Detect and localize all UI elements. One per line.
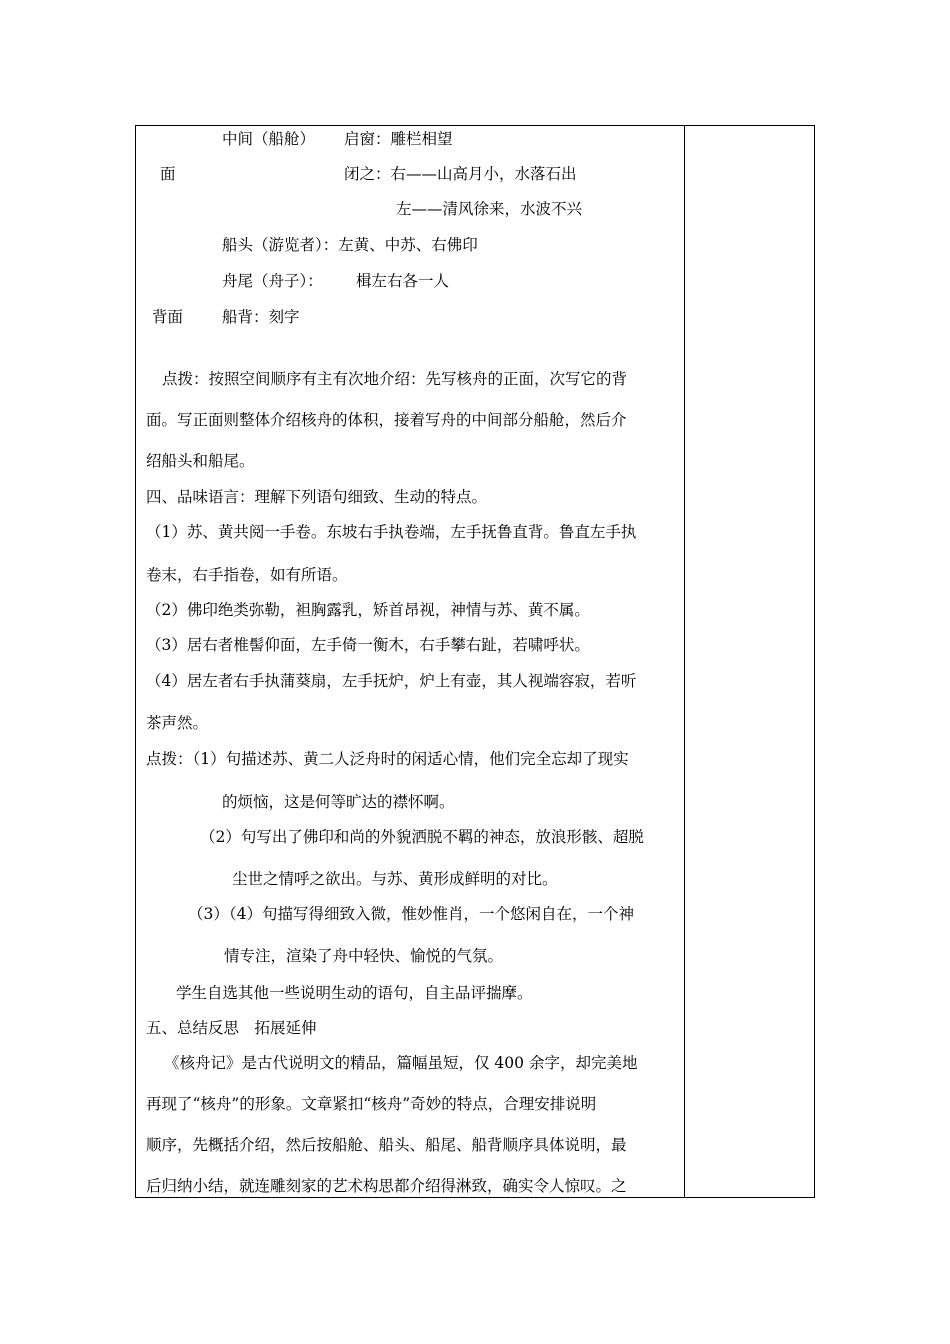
text-line: 中间（船舱） bbox=[222, 130, 316, 148]
text-line: 船背：刻字 bbox=[222, 308, 300, 326]
text-line: 启窗：雕栏相望 bbox=[344, 130, 453, 148]
text-line: 四、品味语言：理解下列语句细致、生动的特点。 bbox=[146, 488, 488, 506]
text-line: 楫左右各一人 bbox=[356, 272, 450, 290]
text-line: （2）句写出了佛印和尚的外貌洒脱不羁的神态，放浪形骸、超脱 bbox=[200, 828, 644, 846]
text-line: 船头（游览者）：左黄、中苏、右佛印 bbox=[222, 236, 478, 254]
text-line: 闭之：右——山高月小，水落石出 bbox=[344, 165, 577, 183]
text-line: （3）（4）句描写得细致入微，惟妙惟肖，一个悠闲自在，一个神 bbox=[188, 905, 634, 923]
text-line: 《核舟记》是古代说明文的精品，篇幅虽短，仅 400 余字，却完美地 bbox=[164, 1054, 638, 1072]
text-line: 面 bbox=[160, 165, 176, 183]
text-line: 绍船头和船尾。 bbox=[146, 452, 255, 470]
text-line: 卷末，右手指卷，如有所语。 bbox=[146, 566, 348, 584]
text-line: 顺序，先概括介绍，然后按船舱、船头、船尾、船背顺序具体说明，最 bbox=[146, 1136, 627, 1154]
text-line: （3）居右者椎髻仰面，左手倚一衡木，右手攀右趾，若啸呼状。 bbox=[146, 636, 590, 654]
text-line: 学生自选其他一些说明生动的语句，自主品评揣摩。 bbox=[176, 984, 533, 1002]
text-line: 后归纳小结，就连雕刻家的艺术构思都介绍得淋致，确实令人惊叹。之 bbox=[146, 1177, 627, 1195]
text-line: （4）居左者右手执蒲葵扇，左手抚炉，炉上有壶，其人视端容寂，若听 bbox=[146, 672, 637, 690]
text-line: 面。写正面则整体介绍核舟的体积，接着写舟的中间部分船舱，然后介 bbox=[146, 411, 627, 429]
text-line: 点拨：（1）句描述苏、黄二人泛舟时的闲适心情，他们完全忘却了现实 bbox=[146, 750, 629, 768]
text-line: 的烦恼，这是何等旷达的襟怀啊。 bbox=[222, 793, 455, 811]
text-line: 左——清风徐来，水波不兴 bbox=[396, 200, 583, 218]
text-line: 舟尾（舟子）： bbox=[222, 272, 323, 290]
text-line: （2）佛印绝类弥勒，袒胸露乳，矫首昂视，神情与苏、黄不属。 bbox=[146, 601, 590, 619]
text-line: 情专注，渲染了舟中轻快、愉悦的气氛。 bbox=[224, 947, 504, 965]
text-line: 五、总结反思 拓展延伸 bbox=[146, 1019, 317, 1037]
text-line: （1）苏、黄共阅一手卷。东坡右手执卷端，左手抚鲁直背。鲁直左手执 bbox=[146, 523, 637, 541]
text-line: 背面 bbox=[152, 308, 184, 326]
text-line: 再现了“核舟”的形象。文章紧扣“核舟”奇妙的特点，合理安排说明 bbox=[146, 1095, 597, 1113]
column-divider bbox=[684, 125, 685, 1198]
text-line: 尘世之情呼之欲出。与苏、黄形成鲜明的对比。 bbox=[232, 870, 558, 888]
text-line: 茶声然。 bbox=[146, 714, 209, 732]
text-line: 点拨：按照空间顺序有主有次地介绍：先写核舟的正面，次写它的背 bbox=[162, 370, 628, 388]
